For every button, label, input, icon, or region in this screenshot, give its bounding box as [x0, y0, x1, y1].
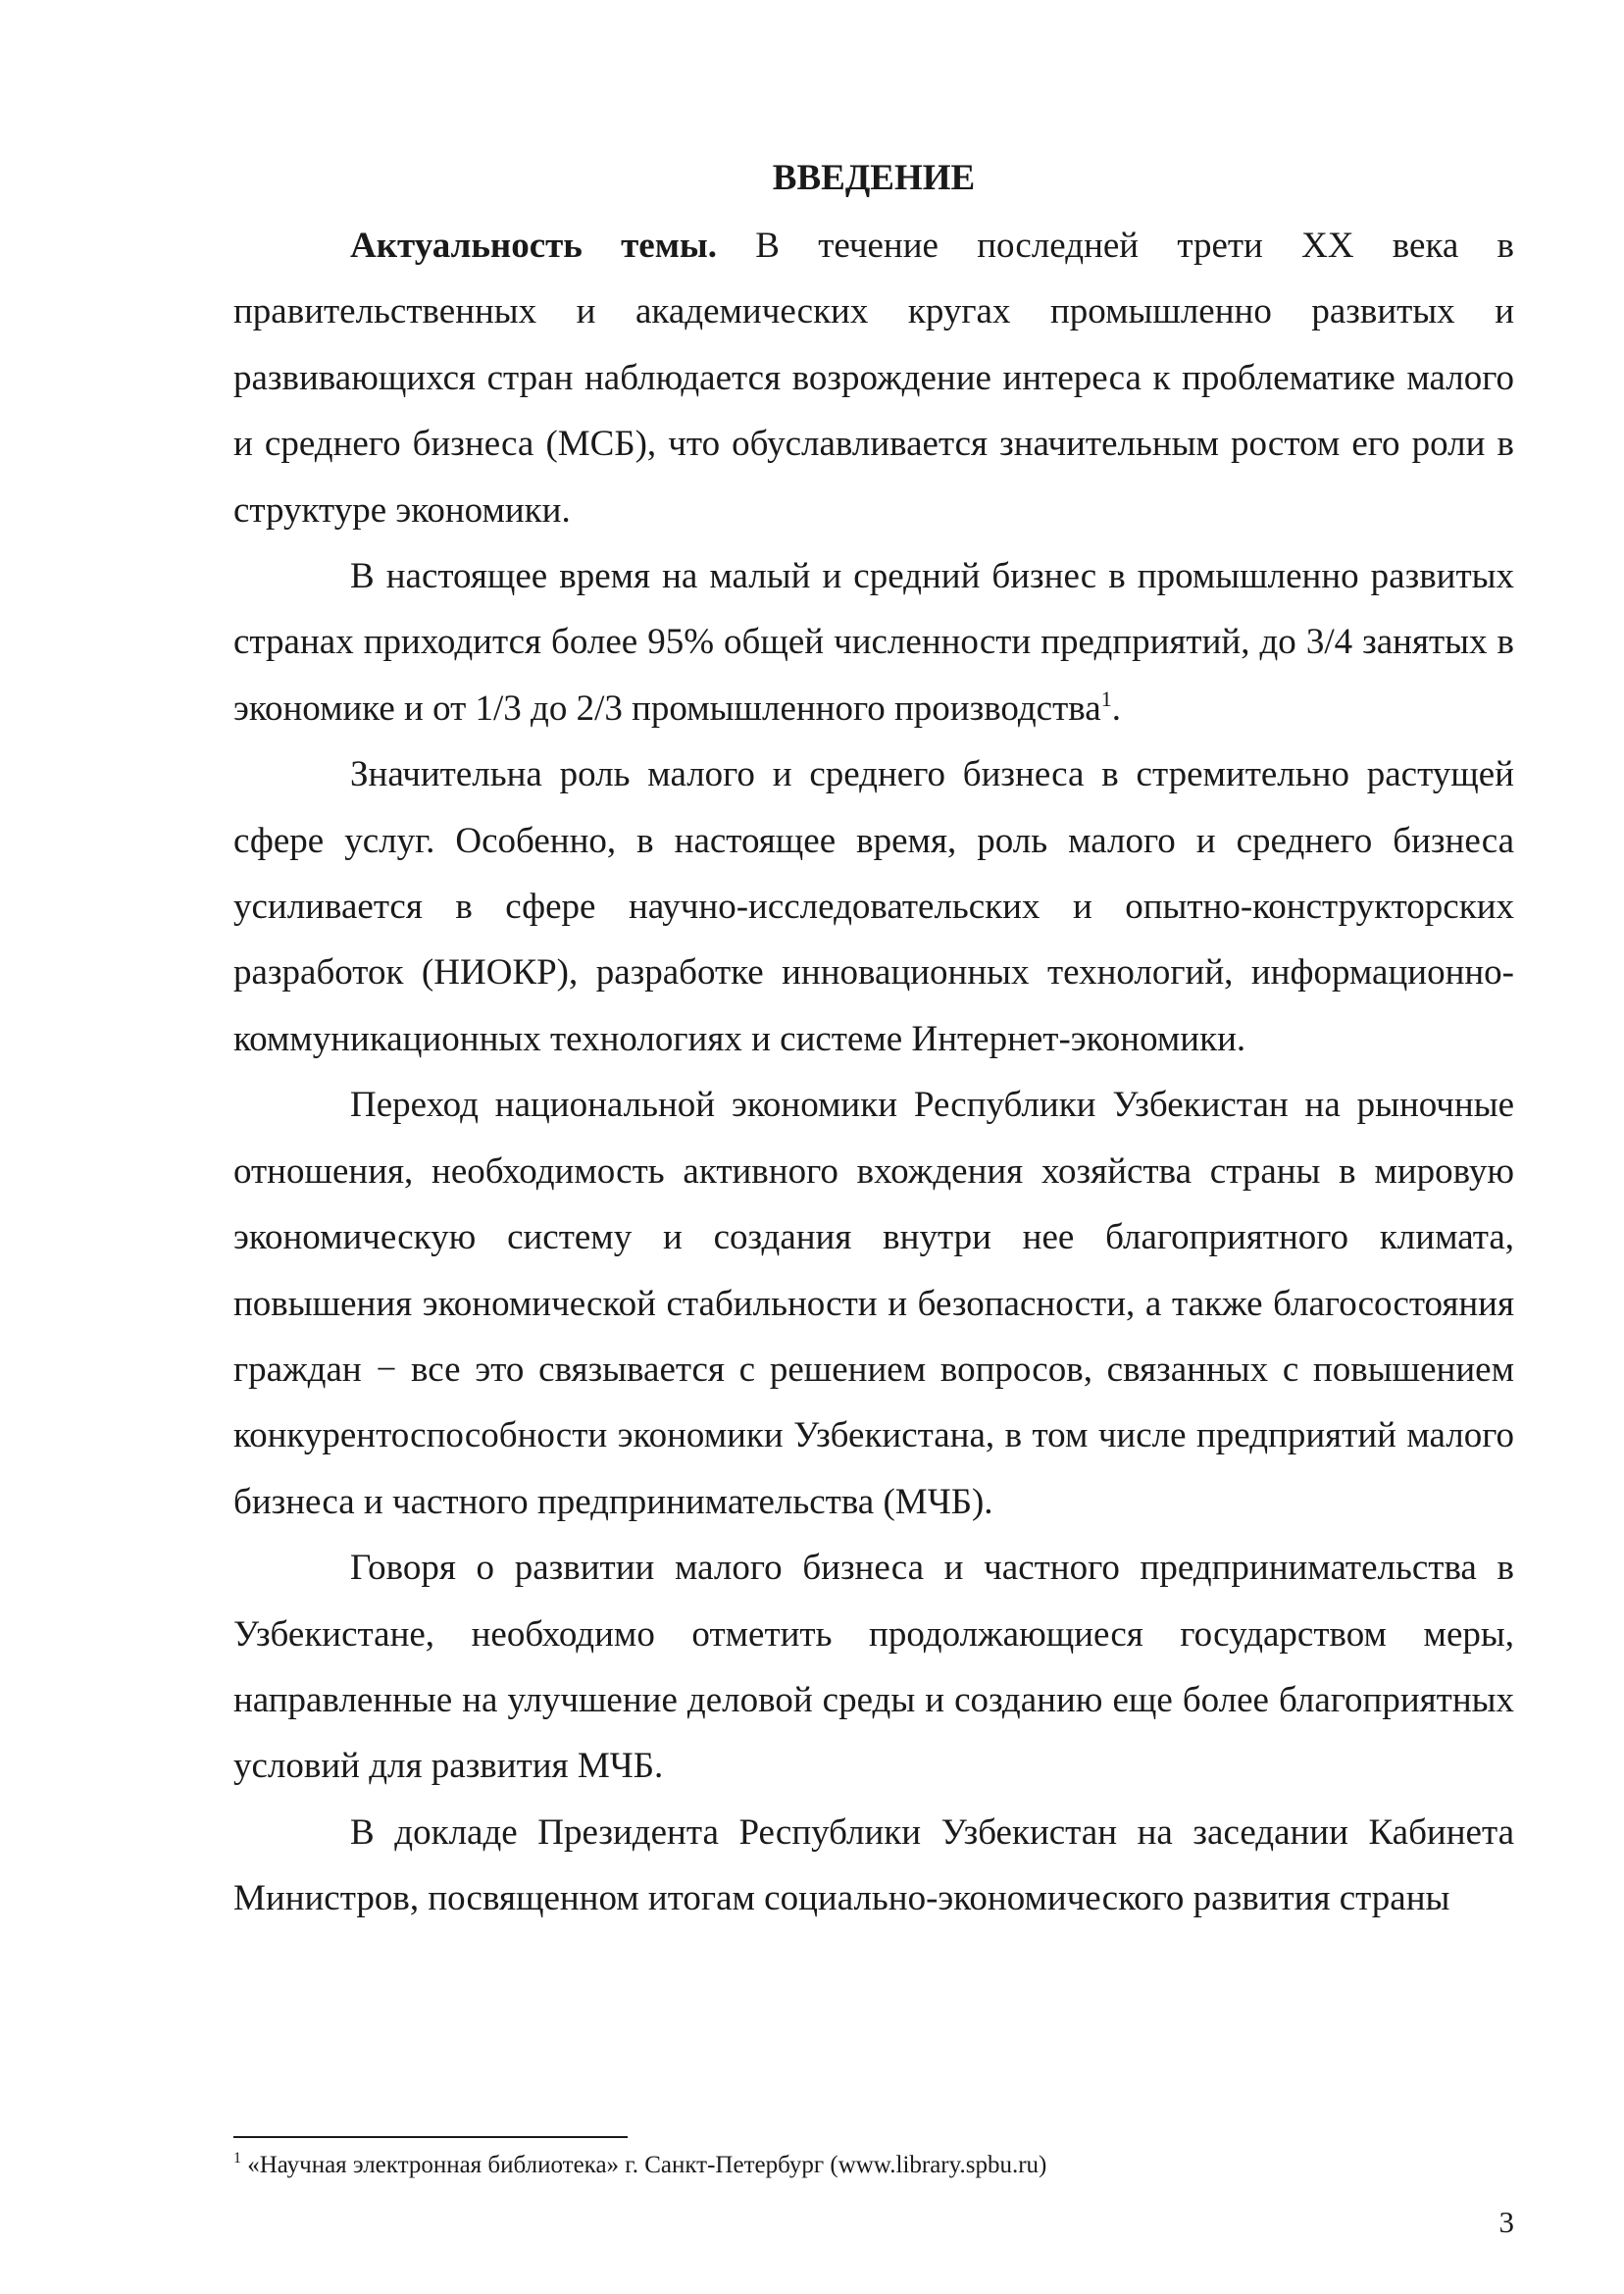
footnote-number: 1 — [233, 2150, 241, 2167]
document-title: ВВЕДЕНИЕ — [772, 158, 976, 198]
paragraph-text-tail: . — [1111, 688, 1121, 729]
footnote-text: «Научная электронная библиотека» г. Санкт-Петербург (www.library.spbu.ru) — [241, 2152, 1047, 2178]
paragraph-text: В докладе Президента Республики Узбекистан на заседании Кабинета Министров, посвященном итогам социально-экономического развития страны — [233, 1811, 1514, 1919]
paragraph-text: Переход национальной экономики Республики Узбекистан на рыночные отношения, необходимость активного вхождения хозяйства страны в мировую экономическую систему и создания внутри нее благоприятного климата, повышения экономической стабильности и безопасности, а также благосостояния граждан − все это связывается с решением вопросов, связанных с повышением конкурентоспособности экономики Узбекистана, в том числе предприятий малого бизнеса и частного предпринимательства (МЧБ). — [233, 1085, 1514, 1522]
footnote — [233, 2150, 1514, 2181]
footnote-separator — [233, 2136, 628, 2138]
paragraph-president-report — [233, 1800, 1514, 1932]
paragraph-market-transition — [233, 1072, 1514, 1535]
paragraph-text: В течение последней трети XX века в правительственных и академических кругах промышленно развитых и развивающихся стран наблюдается возрождение интереса к проблематике малого и среднего бизнеса (МСБ), что обуславливается значительным ростом его роли в структуре экономики. — [233, 226, 1515, 531]
paragraph-relevance — [233, 213, 1514, 543]
paragraph-services-role — [233, 741, 1514, 1072]
paragraph-text: Значительна роль малого и среднего бизнеса в стремительно растущей сфере услуг. Особенно, в настоящее время, роль малого и среднего бизнеса усиливается в сфере научно-исследовательских и опытно-конструкторских разработок (НИОКР), разработке инновационных технологий, информационно-коммуникационных технологиях и системе Интернет-экономики. — [233, 754, 1514, 1059]
paragraph-share-statistics — [233, 543, 1514, 741]
paragraph-government-measures — [233, 1535, 1514, 1800]
page-number: 3 — [1498, 2205, 1514, 2239]
paragraph-text: В настоящее время на малый и средний бизнес в промышленно развитых странах приходится более 95% общей численности предприятий, до 3/4 занятых в экономике и от 1/3 до 2/3 промышленного производства — [233, 556, 1514, 729]
footnote-reference[interactable]: 1 — [1100, 686, 1112, 711]
document-body — [233, 213, 1514, 1932]
paragraph-lead-heading: Актуальность темы. — [350, 226, 718, 266]
paragraph-text: Говоря о развитии малого бизнеса и частного предпринимательства в Узбекистане, необходимо отметить продолжающиеся государством меры, направленные на улучшение деловой среды и созданию еще более благоприятных условий для развития МЧБ. — [233, 1548, 1514, 1787]
